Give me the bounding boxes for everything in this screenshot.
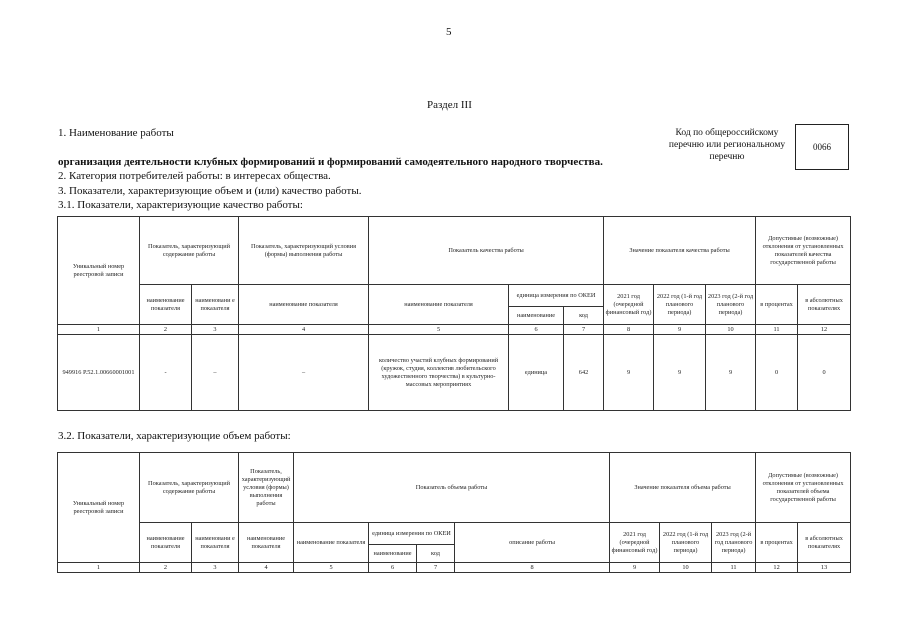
qt-y2021: 9 bbox=[604, 335, 654, 411]
qt-colnum: 10 bbox=[706, 325, 756, 335]
vt-h-ind-name-3: наименование показателя bbox=[239, 523, 294, 563]
volume-heading: 3.2. Показатели, характеризующие объем работы: bbox=[58, 430, 291, 442]
qt-indicator: количество участий клубных формирований (кружок, студия, коллектив любительского художественного творчества) в культурно-массовых мероприятиях bbox=[369, 335, 509, 411]
qt-y2023: 9 bbox=[706, 335, 756, 411]
vt-h-unit: единица измерения по ОКЕИ bbox=[369, 523, 455, 545]
qt-content-2: – bbox=[192, 335, 239, 411]
vt-h-deviation: Допустимые (возможные) отклонения от установленных показателей объема государственной работы bbox=[756, 453, 851, 523]
vt-h-y2022: 2022 год (1-й год планового периода) bbox=[660, 523, 712, 563]
vt-colnum: 7 bbox=[417, 563, 455, 573]
qt-h-absolute: в абсолютных показателях bbox=[798, 285, 851, 325]
qt-colnum: 5 bbox=[369, 325, 509, 335]
qt-y2022: 9 bbox=[654, 335, 706, 411]
qt-absolute: 0 bbox=[798, 335, 851, 411]
qt-h-unit-code: код bbox=[564, 307, 604, 325]
indicators-heading: 3. Показатели, характеризующие объем и (или) качество работы. bbox=[58, 185, 362, 197]
page-number: 5 bbox=[446, 26, 452, 38]
vt-colnum: 5 bbox=[294, 563, 369, 573]
qt-colnum: 3 bbox=[192, 325, 239, 335]
vt-colnum: 4 bbox=[239, 563, 294, 573]
vt-colnum: 13 bbox=[798, 563, 851, 573]
code-label: Код по общероссийскому перечню или региональному перечню bbox=[668, 128, 786, 162]
qt-content-1: - bbox=[140, 335, 192, 411]
qt-colnum: 4 bbox=[239, 325, 369, 335]
vt-colnum: 8 bbox=[455, 563, 610, 573]
vt-column-numbers bbox=[58, 563, 851, 573]
qt-h-percent: в процентах bbox=[756, 285, 798, 325]
qt-percent: 0 bbox=[756, 335, 798, 411]
vt-colnum: 6 bbox=[369, 563, 417, 573]
vt-colnum: 12 bbox=[756, 563, 798, 573]
volume-table bbox=[57, 452, 851, 573]
qt-colnum: 6 bbox=[509, 325, 564, 335]
qt-unit-name: единица bbox=[509, 335, 564, 411]
vt-h-content: Показатель, характеризующий содержание работы bbox=[140, 453, 239, 523]
vt-h-percent: в процентах bbox=[756, 523, 798, 563]
vt-h-registry: Уникальный номер реестровой записи bbox=[58, 453, 140, 563]
qt-h-registry: Уникальный номер реестровой записи bbox=[58, 217, 140, 325]
qt-colnum: 1 bbox=[58, 325, 140, 335]
qt-h-ind-name-3: наименование показателя bbox=[239, 285, 369, 325]
vt-h-unit-name: наименование bbox=[369, 545, 417, 563]
vt-colnum: 9 bbox=[610, 563, 660, 573]
vt-colnum: 10 bbox=[660, 563, 712, 573]
qt-h-content: Показатель, характеризующий содержание работы bbox=[140, 217, 239, 285]
qt-h-quality: Показатель качества работы bbox=[369, 217, 604, 285]
qt-colnum: 11 bbox=[756, 325, 798, 335]
qt-h-ind-name-2: наименовани е показателя bbox=[192, 285, 239, 325]
vt-h-y2021: 2021 год (очередной финансовый год) bbox=[610, 523, 660, 563]
qt-h-values: Значение показателя качества работы bbox=[604, 217, 756, 285]
work-title: организация деятельности клубных формирований и формирований самодеятельного народного творчества. bbox=[58, 156, 603, 168]
vt-h-conditions: Показатель, характеризующий условия (формы) выполнения работы bbox=[239, 453, 294, 523]
qt-colnum: 9 bbox=[654, 325, 706, 335]
vt-h-ind-name-2: наименовани е показателя bbox=[192, 523, 239, 563]
vt-colnum: 3 bbox=[192, 563, 239, 573]
qt-colnum: 12 bbox=[798, 325, 851, 335]
vt-h-ind-name-1: наименование показателя bbox=[140, 523, 192, 563]
vt-h-absolute: в абсолютных показателях bbox=[798, 523, 851, 563]
qt-h-deviation: Допустимые (возможные) отклонения от установленных показателей качества государственной работы bbox=[756, 217, 851, 285]
work-name-label: 1. Наименование работы bbox=[58, 127, 174, 139]
section-title: Раздел III bbox=[427, 99, 472, 111]
vt-h-description: описание работы bbox=[455, 523, 610, 563]
vt-colnum: 1 bbox=[58, 563, 140, 573]
qt-colnum: 2 bbox=[140, 325, 192, 335]
qt-h-y2023: 2023 год (2-й год планового периода) bbox=[706, 285, 756, 325]
qt-h-conditions: Показатель, характеризующий условия (формы) выполнения работы bbox=[239, 217, 369, 285]
qt-registry-number: 949916 Р.52.1.00660001001 bbox=[58, 335, 140, 411]
vt-h-volume: Показатель объема работы bbox=[294, 453, 610, 523]
qt-h-ind-name-1: наименование показателя bbox=[140, 285, 192, 325]
qt-column-numbers bbox=[58, 325, 851, 335]
code-value: 0066 bbox=[813, 142, 831, 152]
quality-table bbox=[57, 216, 851, 411]
quality-heading: 3.1. Показатели, характеризующие качество работы: bbox=[58, 199, 303, 211]
consumer-category: 2. Категория потребителей работы: в интересах общества. bbox=[58, 170, 331, 182]
code-box bbox=[795, 124, 849, 170]
qt-h-y2021: 2021 год (очередной финансовый год) bbox=[604, 285, 654, 325]
vt-h-values: Значение показателя объема работы bbox=[610, 453, 756, 523]
table-row bbox=[58, 335, 851, 411]
qt-colnum: 7 bbox=[564, 325, 604, 335]
qt-h-unit-name: наименование bbox=[509, 307, 564, 325]
vt-h-y2023: 2023 год (2-й год планового периода) bbox=[712, 523, 756, 563]
vt-colnum: 11 bbox=[712, 563, 756, 573]
qt-unit-code: 642 bbox=[564, 335, 604, 411]
qt-condition: – bbox=[239, 335, 369, 411]
qt-h-y2022: 2022 год (1-й год планового периода) bbox=[654, 285, 706, 325]
qt-h-unit: единица измерения по ОКЕИ bbox=[509, 285, 604, 307]
qt-h-ind-name-4: наименование показателя bbox=[369, 285, 509, 325]
vt-h-unit-code: код bbox=[417, 545, 455, 563]
vt-h-ind-name-4: наименование показателя bbox=[294, 523, 369, 563]
vt-colnum: 2 bbox=[140, 563, 192, 573]
qt-colnum: 8 bbox=[604, 325, 654, 335]
